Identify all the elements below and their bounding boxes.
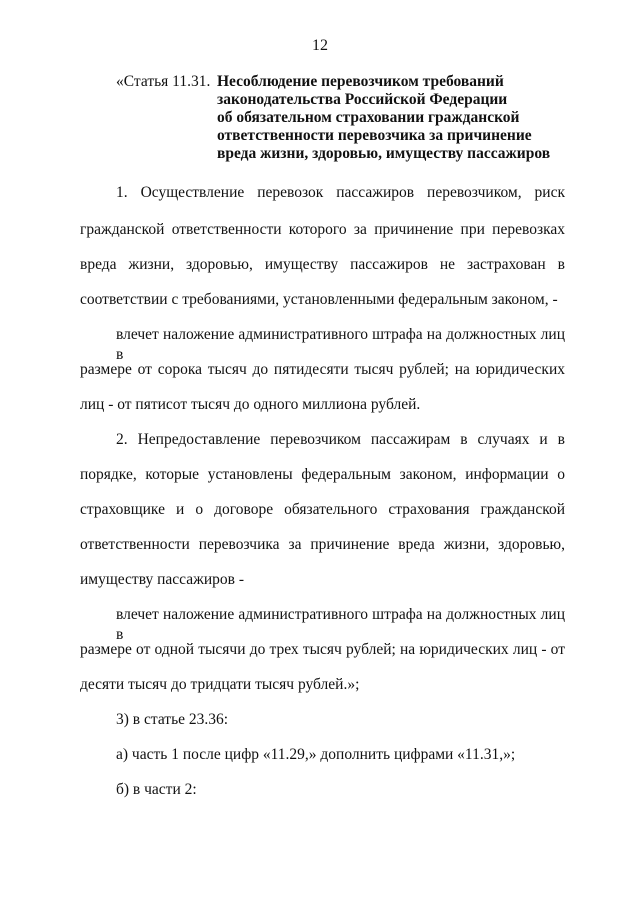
body-line: имуществу пассажиров - (80, 571, 244, 588)
body-line: размере от сорока тысяч до пятидесяти тысяч рублей; на юридических (80, 361, 565, 378)
body-line: а) часть 1 после цифр «11.29,» дополнить цифрами «11.31,»; (116, 746, 516, 763)
body-line: соответствии с требованиями, установленными федеральным законом, - (80, 291, 558, 308)
body-line: б) в части 2: (116, 781, 197, 798)
body-line: размере от одной тысячи до трех тысяч рублей; на юридических лиц - от (80, 641, 565, 658)
body-line: гражданской ответственности которого за причинение при перевозках (80, 221, 565, 238)
body-line: влечет наложение административного штрафа на должностных лиц в (116, 606, 565, 643)
article-title (217, 73, 577, 163)
page-number: 12 (312, 37, 328, 54)
body-line: 2. Непредоставление перевозчиком пассажирам в случаях и в (116, 431, 565, 448)
article-title-line: вреда жизни, здоровью, имуществу пассажиров (217, 145, 551, 162)
body-line: порядке, которые установлены федеральным законом, информации о (80, 466, 565, 483)
article-title-line: об обязательном страховании гражданской (217, 109, 520, 126)
article-number: «Статья 11.31. (116, 73, 211, 90)
body-line: десяти тысяч до тридцати тысяч рублей.»; (80, 676, 360, 693)
article-title-line: законодательства Российской Федерации (217, 91, 508, 108)
body-line: вреда жизни, здоровью, имуществу пассажиров не застрахован в (80, 256, 565, 273)
body-line: лиц - от пятисот тысяч до одного миллиона рублей. (80, 396, 421, 413)
body-line: влечет наложение административного штрафа на должностных лиц в (116, 326, 565, 363)
body-line: ответственности перевозчика за причинение вреда жизни, здоровью, (80, 536, 565, 553)
article-title-line: ответственности перевозчика за причинение (217, 127, 532, 144)
body-line: 3) в статье 23.36: (116, 711, 229, 728)
article-title-line: Несоблюдение перевозчиком требований (217, 73, 504, 90)
body-line: страховщике и о договоре обязательного страхования гражданской (80, 501, 565, 518)
body-line: 1. Осуществление перевозок пассажиров перевозчиком, риск (116, 184, 565, 201)
